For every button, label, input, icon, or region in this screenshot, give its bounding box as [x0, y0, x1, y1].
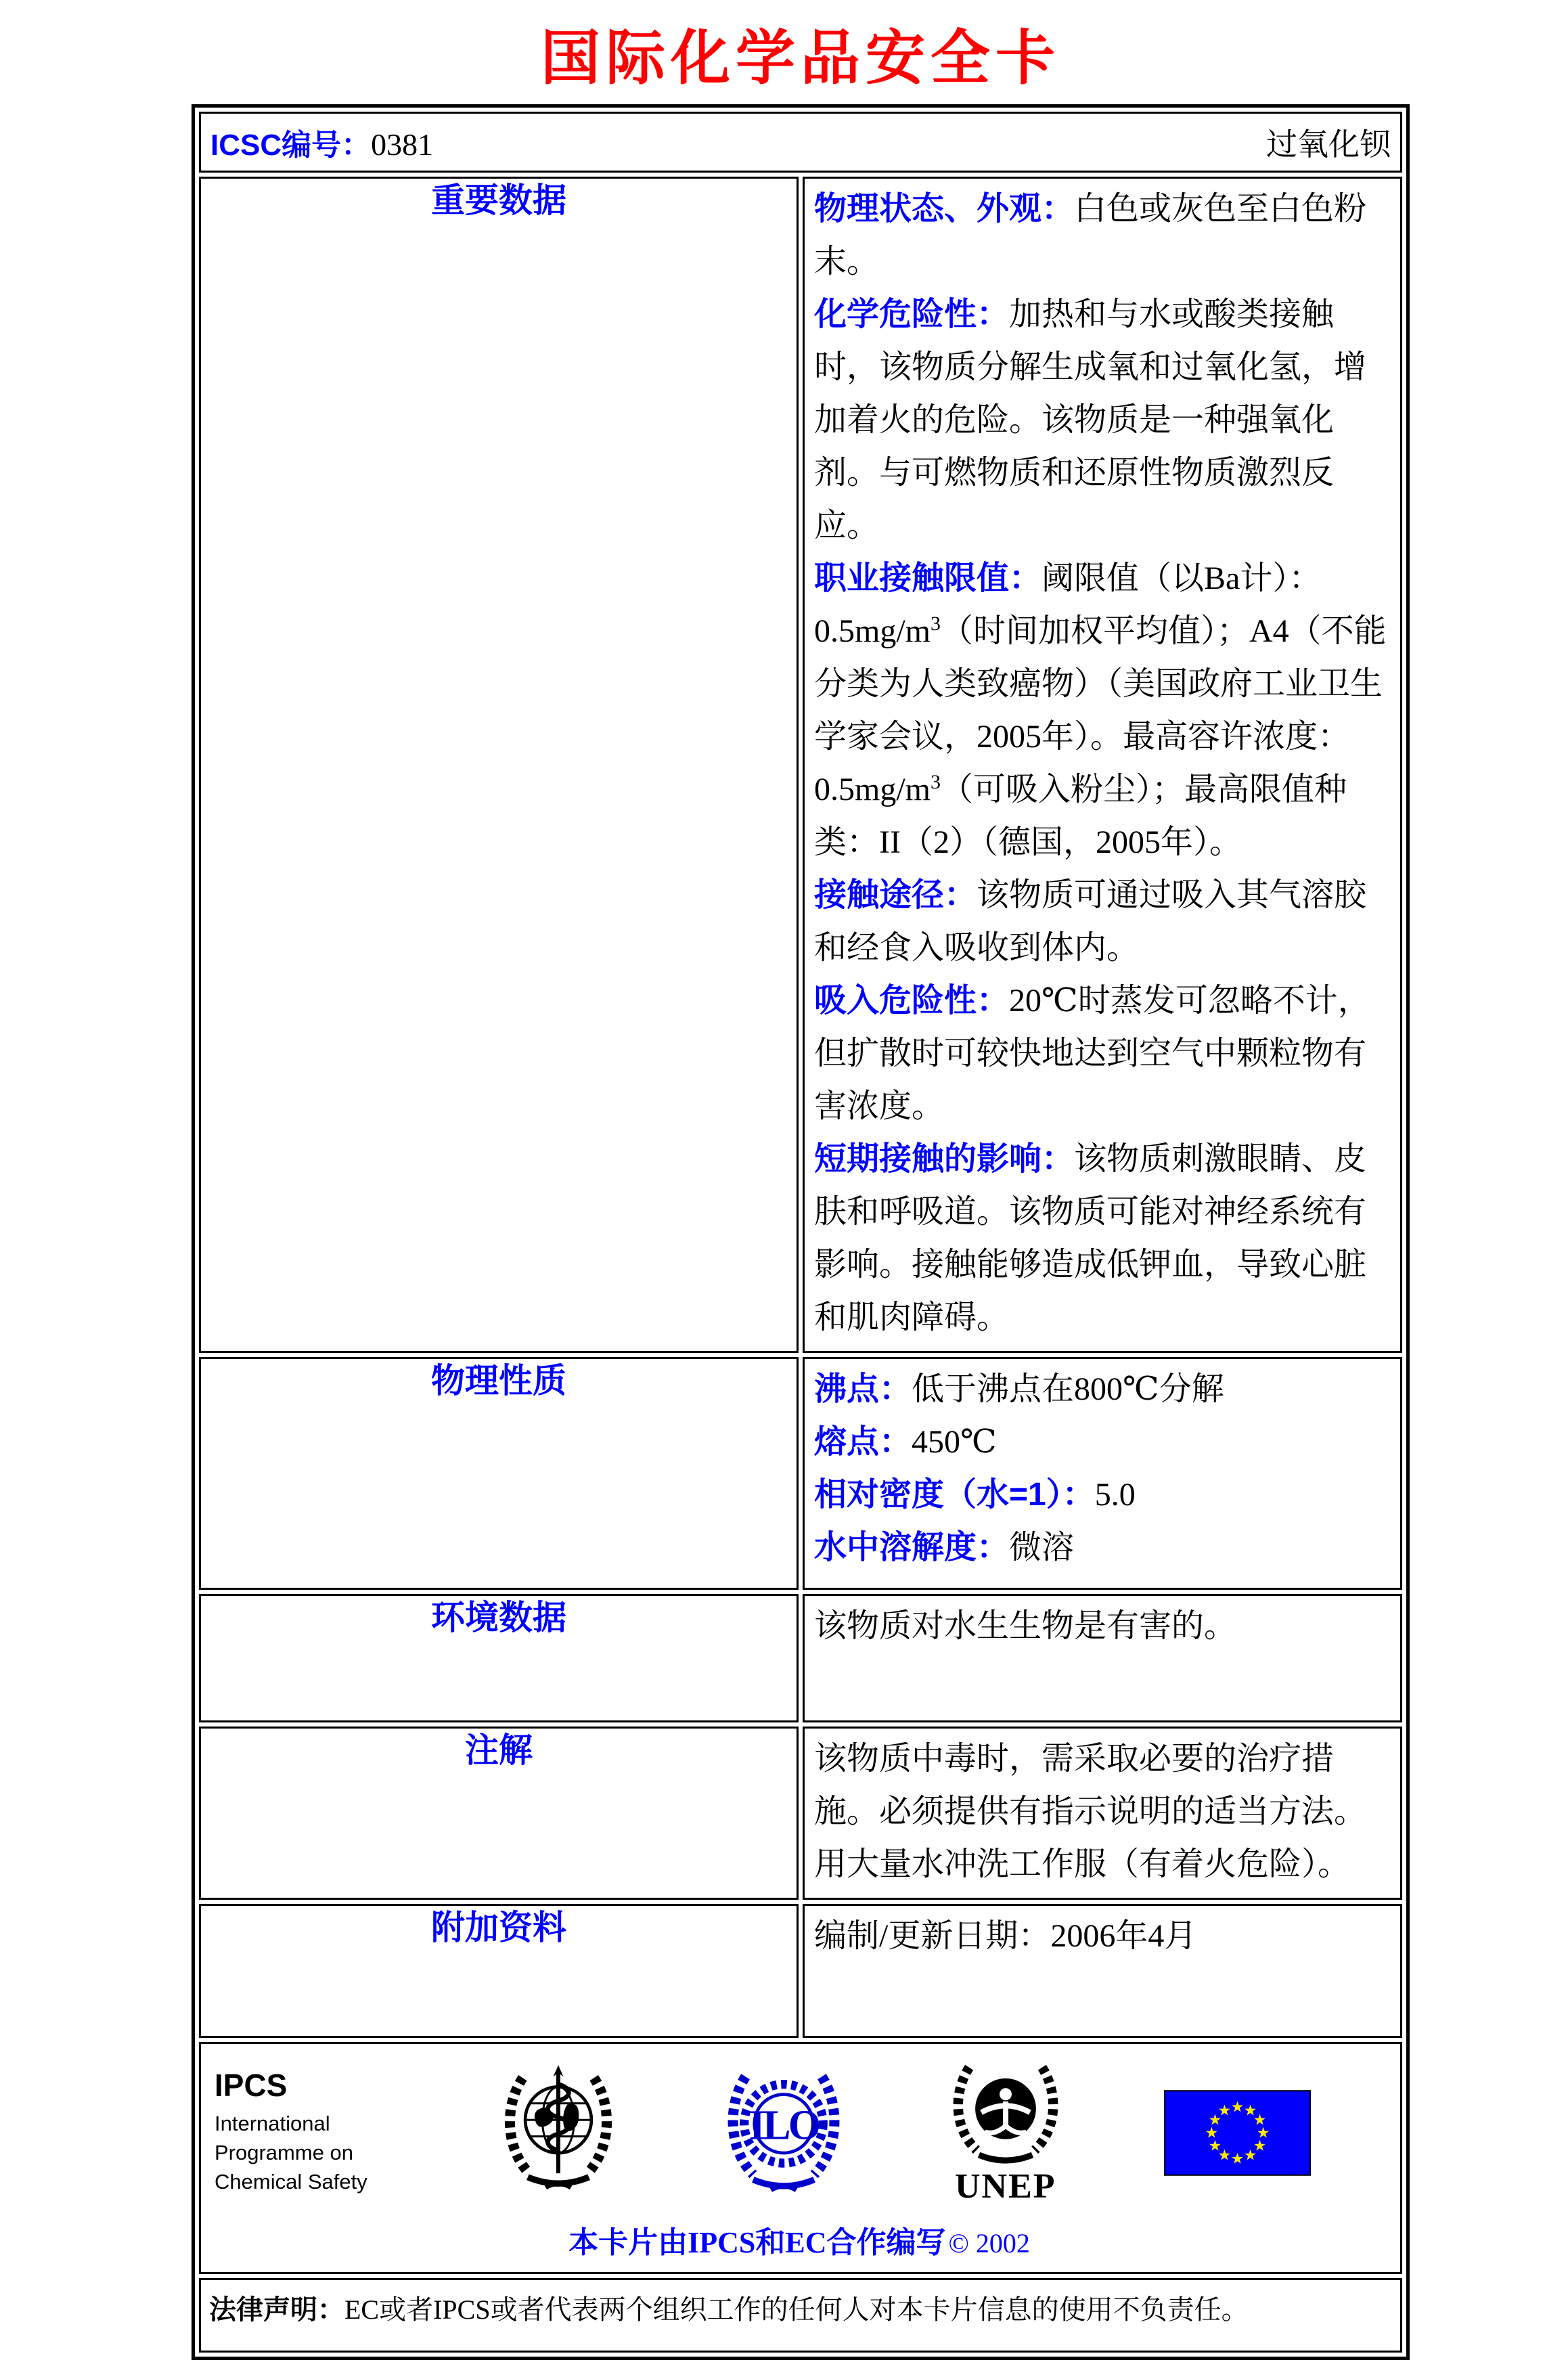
caption-copyright: © 2002	[948, 2227, 1030, 2258]
eu-flag-icon	[1164, 2090, 1311, 2176]
physical-properties-content	[803, 1357, 1402, 1590]
ipcs-line-2: Programme on	[215, 2140, 354, 2164]
field-value-exposure-routes: 该物质可通过吸入其气溶胶和经食入吸收到体内。	[814, 877, 1367, 966]
ilo-icon	[720, 2061, 847, 2204]
icsc-card-table	[192, 104, 1410, 2360]
field-label-relative-density: 相对密度（水=1）：	[814, 1477, 1095, 1513]
field-value-melting-point: 450℃	[912, 1424, 997, 1460]
notes-content	[803, 1727, 1402, 1900]
environmental-data-text: 该物质对水生生物是有害的。	[814, 1608, 1237, 1644]
field-value-chemical-hazard: 加热和与水或酸类接触时，该物质分解生成氧和过氧化氢，增加着火的危险。该物质是一种强氧化剂。与可燃物质和还原性物质激烈反应。	[814, 296, 1367, 543]
field-value-physical-state: 白色或灰色至白色粉末。	[814, 191, 1367, 280]
field-label-melting-point: 熔点：	[814, 1424, 912, 1460]
field-value-water-solubility: 微溶	[1009, 1530, 1075, 1565]
row-label-physical-properties: 物理性质	[199, 1357, 799, 1590]
oel-segment-1: 阈限值（以Ba计）：0.5mg/m	[814, 560, 1322, 649]
field-value-short-term-effects: 该物质刺激眼睛、皮肤和呼吸道。该物质可能对神经系统有影响。接触能够造成低钾血，导致心脏和肌肉障碍。	[814, 1141, 1367, 1335]
field-inhalation-risk	[814, 975, 1389, 1133]
field-melting-point	[814, 1416, 1389, 1469]
field-label-inhalation-risk: 吸入危险性：	[814, 983, 1010, 1019]
unep-letters: UNEP	[954, 2167, 1056, 2206]
notes-text: 该物质中毒时，需采取必要的治疗措施。必须提供有指示说明的适当方法。用大量水冲洗工作服（有着火危险）。	[814, 1741, 1367, 1882]
additional-info-text: 编制/更新日期：2006年4月	[814, 1918, 1197, 1954]
icsc-number-group	[210, 120, 433, 164]
logos-row	[199, 2042, 1402, 2274]
organization-logos	[215, 2060, 1384, 2206]
oel-segment-3: （可吸入粉尘）；最高限值种类：II（2）（德国，2005年）。	[814, 772, 1347, 860]
ipcs-line-3: Chemical Safety	[215, 2169, 367, 2194]
field-value-boiling-point: 低于沸点在800℃分解	[912, 1371, 1224, 1407]
ipcs-wordmark	[215, 2067, 397, 2196]
copyright-caption	[215, 2218, 1384, 2261]
icsc-document-page	[0, 11, 1568, 2325]
who-icon	[495, 2061, 622, 2204]
oel-segment-2: （时间加权平均值）；A4（不能分类为人类致癌物）（美国政府工业卫生学家会议，2005年）。最高容许浓度：0.5mg/m	[814, 613, 1387, 807]
field-label-short-term-effects: 短期接触的影响：	[814, 1141, 1075, 1177]
row-label-important-data: 重要数据	[199, 177, 799, 1353]
field-label-water-solubility: 水中溶解度：	[814, 1530, 1010, 1565]
field-occupational-exposure-limits	[814, 552, 1389, 869]
legal-text: EC或者IPCS或者代表两个组织工作的任何人对本卡片信息的使用不负责任。	[344, 2294, 1249, 2325]
unep-logo	[945, 2060, 1067, 2206]
field-chemical-hazard	[814, 288, 1389, 552]
field-label-exposure-routes: 接触途径：	[814, 877, 977, 913]
icsc-number-value: 0381	[371, 127, 434, 162]
card-wrapper	[192, 11, 1410, 2360]
important-data-content	[803, 177, 1402, 1353]
caption-text: 本卡片由IPCS和EC合作编写	[568, 2225, 946, 2259]
environmental-data-row	[199, 1594, 1402, 1722]
header-cell	[199, 112, 1402, 173]
field-label-boiling-point: 沸点：	[814, 1371, 912, 1407]
legal-cell	[199, 2278, 1402, 2353]
ilo-letters: ILO	[748, 2102, 818, 2149]
logos-cell	[199, 2042, 1402, 2274]
additional-info-content	[803, 1904, 1402, 2038]
field-physical-state	[814, 183, 1389, 288]
field-label-physical-state: 物理状态、外观：	[814, 191, 1075, 227]
oel-superscript-1: 3	[931, 613, 941, 635]
field-boiling-point	[814, 1363, 1389, 1416]
oel-superscript-2: 3	[931, 771, 941, 793]
field-short-term-effects	[814, 1133, 1389, 1344]
header-bar	[210, 114, 1391, 171]
ipcs-line-1: International	[215, 2111, 330, 2135]
field-water-solubility	[814, 1521, 1389, 1574]
legal-row	[199, 2278, 1402, 2353]
icsc-number-label: ICSC编号：	[210, 129, 372, 162]
notes-row	[199, 1727, 1402, 1900]
field-relative-density	[814, 1469, 1389, 1521]
unep-icon	[945, 2060, 1067, 2167]
ipcs-acronym: IPCS	[215, 2067, 288, 2103]
field-exposure-routes	[814, 869, 1389, 975]
row-label-notes: 注解	[199, 1727, 799, 1900]
field-value-relative-density: 5.0	[1094, 1477, 1136, 1513]
row-label-additional-info: 附加资料	[199, 1904, 799, 2038]
chemical-name: 过氧化钡	[1266, 127, 1391, 162]
field-label-chemical-hazard: 化学危险性：	[814, 296, 1010, 332]
field-value-inhalation-risk: 20℃时蒸发可忽略不计，但扩散时可较快地达到空气中颗粒物有害浓度。	[814, 983, 1370, 1124]
page-title: 国际化学品安全卡	[540, 26, 1060, 92]
field-label-oel: 职业接触限值：	[814, 560, 1042, 596]
important-data-row	[199, 177, 1402, 1353]
physical-properties-row	[199, 1357, 1402, 1590]
row-label-environmental-data: 环境数据	[199, 1594, 799, 1722]
header-row	[199, 112, 1402, 173]
additional-info-row	[199, 1904, 1402, 2038]
environmental-data-content	[803, 1594, 1402, 1722]
legal-label: 法律声明：	[209, 2294, 344, 2325]
